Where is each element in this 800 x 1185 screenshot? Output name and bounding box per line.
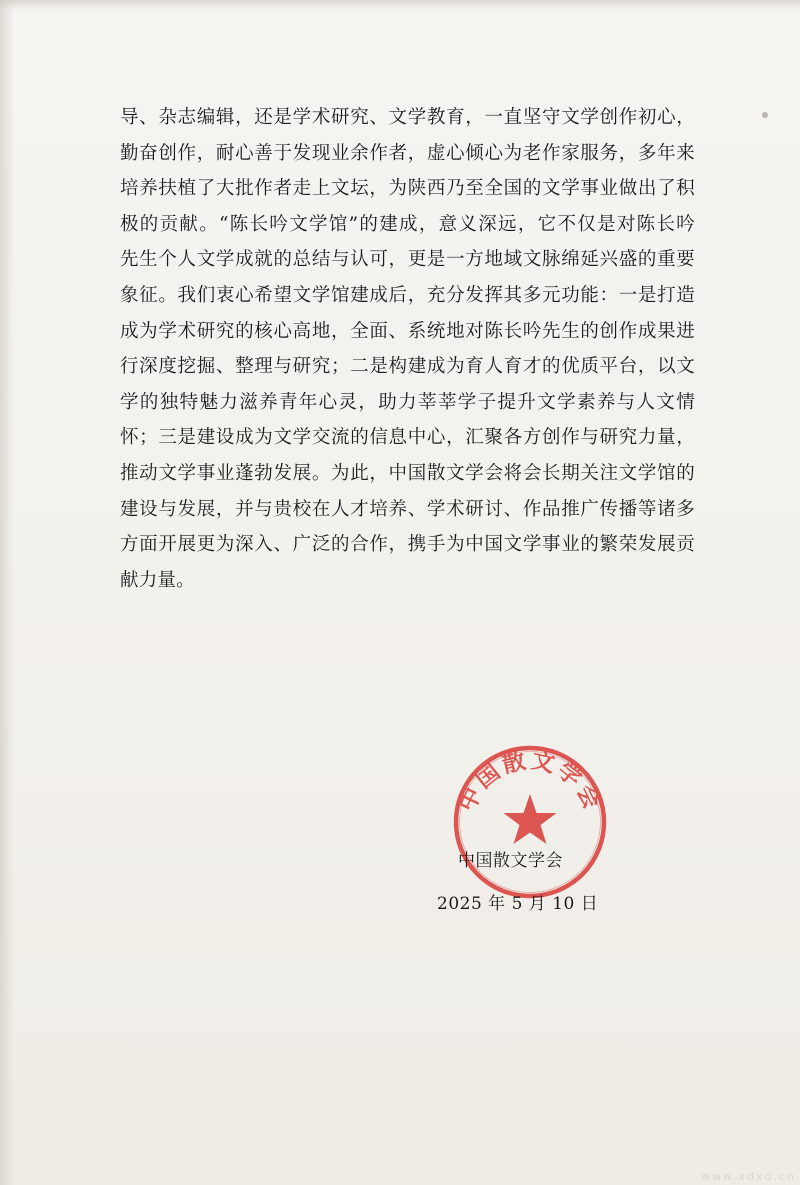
body-line: 怀；三是建设成为文学交流的信息中心，汇聚各方创作与研究力量， bbox=[120, 427, 695, 449]
body-line: 行深度挖掘、整理与研究；二是构建成为育人育才的优质平台，以文 bbox=[120, 356, 695, 378]
body-line: 建设与发展，并与贵校在人才培养、学术研讨、作品推广传播等诸多 bbox=[120, 498, 695, 520]
signer-organization: 中国散文学会 bbox=[458, 851, 563, 871]
paper-edge-shadow-top bbox=[0, 0, 800, 10]
body-line: 极的贡献。“陈长吟文学馆”的建成，意义深远，它不仅是对陈长吟 bbox=[120, 213, 695, 235]
paper-edge-shadow-left bbox=[0, 0, 14, 1185]
body-line: 象征。我们衷心希望文学馆建成后，充分发挥其多元功能：一是打造 bbox=[120, 284, 695, 306]
body-line: 方面开展更为深入、广泛的合作，携手为中国文学事业的繁荣发展贡 bbox=[120, 534, 695, 556]
body-line: 推动文学事业蓬勃发展。为此，中国散文学会将会长期关注文学馆的 bbox=[120, 462, 695, 484]
body-line: 先生个人文学成就的总结与认可，更是一方地域文脉绵延兴盛的重要 bbox=[120, 249, 695, 271]
official-seal-stamp bbox=[450, 742, 610, 902]
body-line: 导、杂志编辑，还是学术研究、文学教育，一直坚守文学创作初心， bbox=[120, 107, 695, 128]
body-line: 培养扶植了大批作者走上文坛，为陕西乃至全国的文学事业做出了积 bbox=[120, 178, 695, 200]
signature-date: 2025 年 5 月 10 日 bbox=[437, 894, 599, 914]
seal-star-icon bbox=[504, 794, 557, 844]
letter-body bbox=[120, 100, 695, 598]
seal-text: 中国散文学会 bbox=[453, 746, 607, 816]
paper-speck bbox=[762, 112, 768, 118]
body-line: 学的独特魅力滋养青年心灵，助力莘莘学子提升文学素养与人文情 bbox=[120, 391, 695, 413]
body-line: 成为学术研究的核心高地，全面、系统地对陈长吟先生的创作成果进 bbox=[120, 320, 695, 342]
body-line: 勤奋创作，耐心善于发现业余作者，虚心倾心为老作家服务，多年来 bbox=[120, 142, 695, 164]
site-watermark: www.xdxd.cn bbox=[701, 1170, 796, 1183]
body-line-last: 献力量。 bbox=[120, 569, 195, 591]
